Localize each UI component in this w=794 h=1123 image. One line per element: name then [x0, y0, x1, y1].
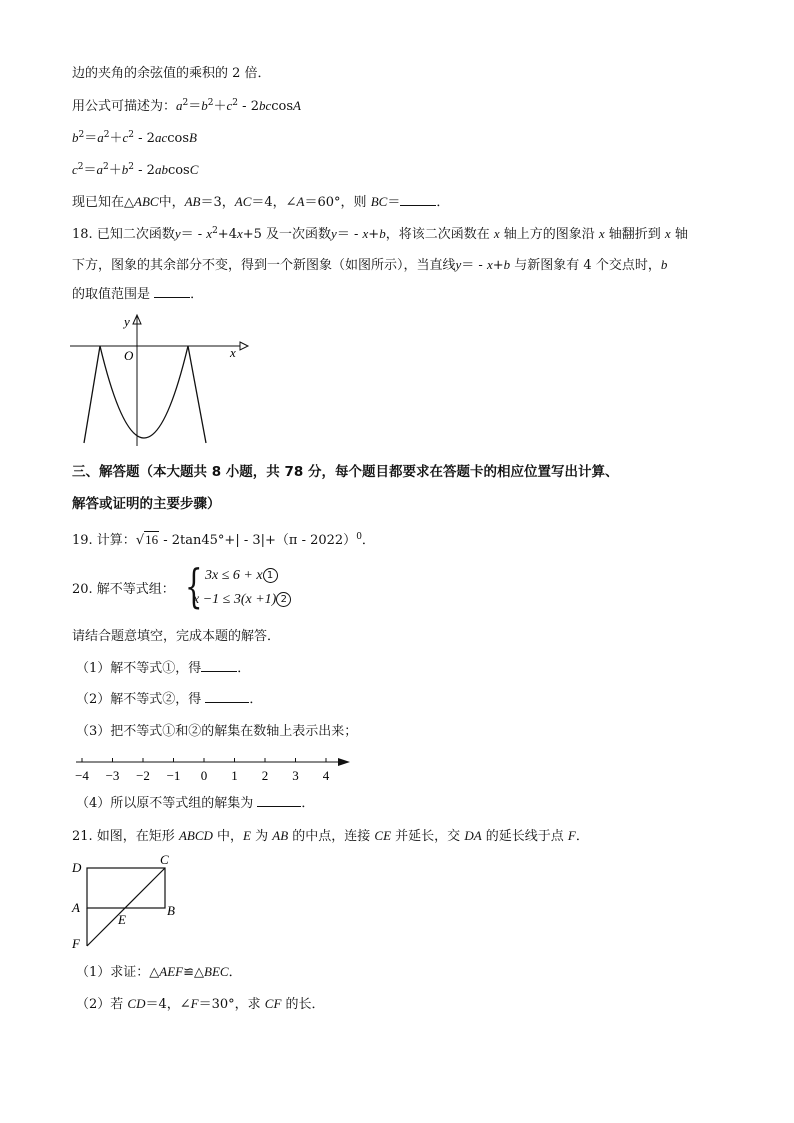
label-D: D [72, 860, 82, 875]
text-line: 请结合题意填空，完成本题的解答． [72, 629, 281, 644]
x-axis-label: x [230, 345, 236, 360]
question-17: 现已知在△ABC中，AB＝3，AC＝4，∠A＝60°，则 BC＝ ． [72, 194, 450, 210]
label-C: C [160, 852, 169, 867]
part-1: （1）求证：△AEF≌△BEC． [76, 964, 242, 980]
formula-line: $c^2=a^2+b^2 - 2abcosC$ [72, 162, 199, 178]
label-F: F [72, 936, 80, 951]
step-2: （2）解不等式②，得 ． [76, 692, 263, 707]
sqrt-sign: √ [135, 533, 145, 548]
inequality-1: 3x ≤ 6 + x 1 [205, 568, 278, 584]
formula-line: $b^2=a^2+c^2 - 2accosB$ [72, 130, 197, 146]
brace: { [185, 559, 203, 613]
label-A: A [72, 900, 80, 915]
formula-line: 用公式可描述为：$a^2=b^2+c^2 - 2bccosA$ [72, 98, 301, 114]
number-line [70, 748, 360, 784]
tick-label: 1 [231, 768, 238, 783]
parabola-graph [60, 310, 250, 450]
tick-label: 2 [261, 768, 269, 783]
question-19: 19. 计算：√16 - 2tan45°+| - 3|+（π - 2022）$^0$． [72, 532, 375, 548]
question-20: 20. 解不等式组： [72, 582, 175, 597]
question-21: 21. 如图，在矩形 ABCD 中，E 为 AB 的中点，连接 CE 并延长，交 DA 的延长线于点 F． [72, 828, 589, 844]
inequality-2: x −1 ≤ 3(x +1) 2 [193, 592, 291, 608]
tick-label: −1 [166, 768, 181, 783]
text-line: 边的夹角的余弦值的乘积的 2 倍． [72, 66, 271, 81]
step-1: （1）解不等式①，得 ． [76, 661, 251, 676]
tick-label: 4 [322, 768, 330, 783]
origin-label: O [124, 348, 134, 363]
tick-label: 3 [292, 768, 299, 783]
part-2: （2）若 CD＝4，∠F＝30°，求 CF 的长． [76, 996, 325, 1012]
label-E: E [118, 912, 126, 927]
tick-label: −3 [105, 768, 120, 783]
step-3: （3）把不等式①和②的解集在数轴上表示出来； [76, 724, 358, 739]
answer-blank [400, 193, 436, 206]
tick-label: −2 [136, 768, 150, 783]
y-axis-label: y [124, 314, 130, 329]
question-18: 18. 已知二次函数$y= - x^2+4x+5$ 及一次函数y＝ - x+b，将该二次函数在 x 轴上方的图象沿 x 轴翻折到 x 轴 [72, 226, 688, 242]
inequality-system [185, 559, 325, 614]
section-heading-line2: 解答或证明的主要步骤） [72, 496, 221, 512]
section-heading: 三、解答题（本大题共 8 小题，共 78 分，每个题目都要求在答题卡的相应位置写出计算、 [72, 464, 619, 480]
answer-blank [257, 794, 301, 807]
question-18-line3: 的取值范围是 ． [72, 287, 204, 302]
rectangle-figure [66, 852, 186, 952]
step-4: （4）所以原不等式组的解集为 ． [76, 796, 315, 811]
answer-blank [154, 285, 190, 298]
tick-label: 0 [200, 768, 208, 783]
tick-label: −4 [75, 768, 89, 783]
question-18-line2: 下方，图象的其余部分不变，得到一个新图象（如图所示），当直线y＝ - x+b 与新图象有 4 个交点时，b [72, 257, 668, 273]
answer-blank [201, 659, 237, 672]
answer-blank [205, 690, 249, 703]
label-B: B [167, 903, 175, 918]
